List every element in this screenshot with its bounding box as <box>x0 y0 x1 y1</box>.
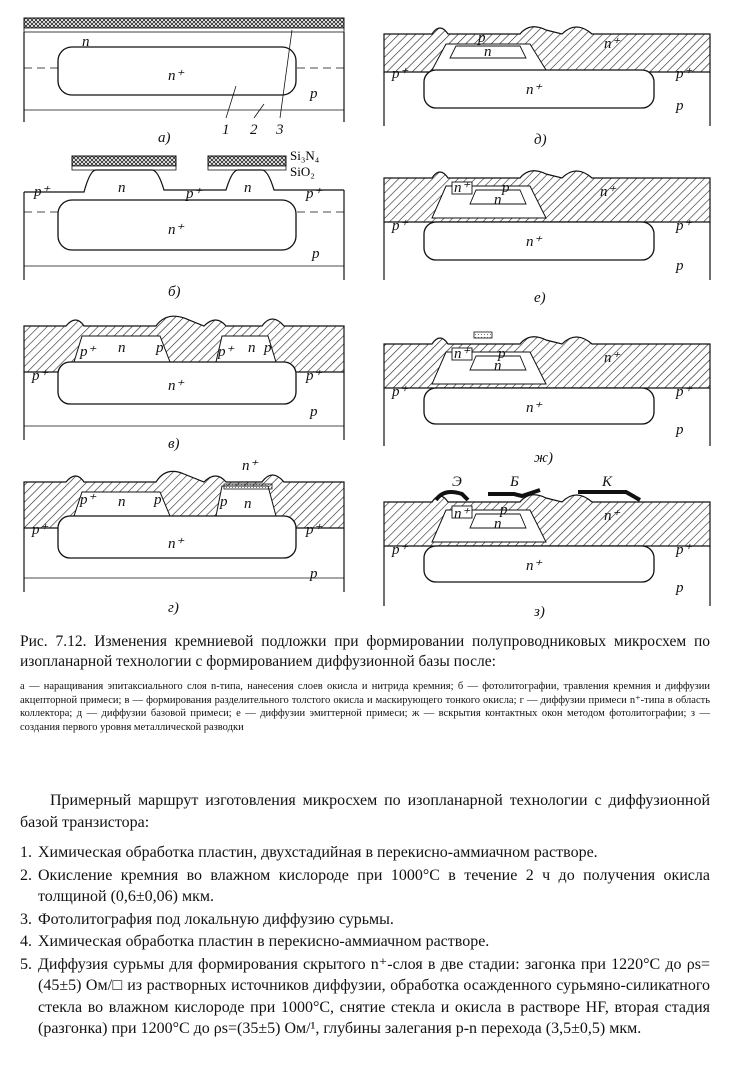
label-p: p <box>310 86 318 102</box>
label-p: p <box>154 492 162 508</box>
label-n-plus: n⁺ <box>168 68 184 84</box>
step-text: Химическая обработка пластин в перекисно-аммиачном растворе. <box>38 933 490 950</box>
label-n-plus: n⁺ <box>600 184 616 200</box>
label-n-plus: n⁺ <box>168 536 184 552</box>
label-p-plus: p⁺ <box>186 186 202 202</box>
label-n: n <box>118 180 126 196</box>
label-n-plus: n⁺ <box>526 234 542 250</box>
label-n: n <box>248 340 256 356</box>
label-p-plus: p⁺ <box>392 384 408 400</box>
label-collector: К <box>602 474 612 490</box>
label-p-plus: p⁺ <box>32 368 48 384</box>
label-n-plus: n⁺ <box>454 346 470 362</box>
panel-z-label: з) <box>534 604 545 620</box>
label-si3n4: Si₃N₄ <box>290 148 320 163</box>
label-p-plus: p⁺ <box>80 492 96 508</box>
panel-a <box>24 18 344 146</box>
label-3: 3 <box>276 122 284 138</box>
list-item <box>20 865 710 908</box>
label-p-plus: p⁺ <box>392 542 408 558</box>
label-n: n <box>82 34 90 50</box>
label-n: n <box>118 494 126 510</box>
label-p: p <box>220 494 228 510</box>
list-item <box>20 931 710 953</box>
panel-b-label: б) <box>168 284 181 300</box>
label-emitter: Э <box>452 474 462 490</box>
label-n-plus: n⁺ <box>242 458 258 474</box>
label-p: p <box>676 580 684 596</box>
label-p: p <box>478 30 486 46</box>
label-p: p <box>676 98 684 114</box>
step-text: Окисление кремния во влажном кислороде при 1000°С в течение 2 ч до получения окисла толщиной (0,6±0,06) мкм. <box>38 866 710 905</box>
label-n-plus: n⁺ <box>526 558 542 574</box>
panel-g-label: г) <box>168 600 179 616</box>
panel-e-label: е) <box>534 290 546 306</box>
label-p-plus: p⁺ <box>392 66 408 82</box>
label-n-plus: n⁺ <box>454 506 470 522</box>
label-p-plus: p⁺ <box>306 522 322 538</box>
label-p: p <box>264 340 272 356</box>
label-p-plus: p⁺ <box>32 522 48 538</box>
label-p: p <box>500 502 508 518</box>
label-base: Б <box>510 474 519 490</box>
label-p-plus: p⁺ <box>306 368 322 384</box>
label-n-plus: n⁺ <box>168 222 184 238</box>
label-p: p <box>676 258 684 274</box>
label-n-plus: n⁺ <box>526 82 542 98</box>
list-item <box>20 954 710 1040</box>
step-number: 4. <box>20 933 32 950</box>
panel-z <box>384 474 710 620</box>
panel-d <box>384 27 710 148</box>
label-n: n <box>494 516 502 532</box>
label-p: p <box>310 566 318 582</box>
figure-caption-legend: а — наращивания эпитаксиального слоя n-типа, нанесения слоев окисла и нитрида кремния; б — фотолитографии, травления кремния и диффузии акцепторной примеси; в — формирования разделительного толстого окисла и маскирующего тонкого окисла; г — диффузии примеси n⁺-типа в область коллектора; д — диффузии базовой примеси; е — диффузии эмиттерной примеси; ж — вскрытия контактных окон методом фотолитографии; з — создания первого уровня металлической разводки <box>20 681 710 733</box>
label-n: n <box>494 358 502 374</box>
panel-v-label: в) <box>168 436 180 452</box>
label-p: p <box>156 340 164 356</box>
label-p-plus: p⁺ <box>218 344 234 360</box>
label-n: n <box>244 496 252 512</box>
label-p-plus: p⁺ <box>676 542 692 558</box>
step-text: Диффузия сурьмы для формирования скрытого n⁺-слоя в две стадии: загонка при 1220°С до ρs=(45±5) Ом/□ из растворных источников диффузии, обработка осажденного сурьмяно-силикатного стекла во влажном кислороде при 1000°С, снятие стекла и окисла в растворе HF, вторая стадия (разгонка) при 1200°С до ρs=(35±5) Ом/¹, глубины залегания p-n перехода (3,5±0,5) мкм. <box>38 955 710 1037</box>
panel-g <box>24 458 344 616</box>
body-intro: Примерный маршрут изготовления микросхем по изопланарной технологии с диффузионной базой транзистора: <box>20 792 710 831</box>
label-n-plus: n⁺ <box>454 180 470 196</box>
label-n-plus: n⁺ <box>604 36 620 52</box>
label-n-plus: n⁺ <box>604 508 620 524</box>
label-p: p <box>310 404 318 420</box>
label-p-plus: p⁺ <box>392 218 408 234</box>
panel-d-label: д) <box>534 132 547 148</box>
label-p-plus: p⁺ <box>306 186 322 202</box>
panel-e <box>384 171 710 306</box>
step-text: Химическая обработка пластин, двухстадийная в перекисно-аммиачном растворе. <box>38 844 598 861</box>
panel-a-label: а) <box>158 130 171 146</box>
label-1: 1 <box>222 122 230 138</box>
label-sio2: SiO₂ <box>290 164 315 179</box>
label-p: p <box>502 180 510 196</box>
figure-caption-title: Рис. 7.12. Изменения кремниевой подложки при формировании полупроводниковых микросхем по изопланарной технологии с формированием диффузионной базы после: <box>20 633 710 670</box>
label-n: n <box>244 180 252 196</box>
panel-b <box>24 148 344 300</box>
label-p-plus: p⁺ <box>676 66 692 82</box>
list-item <box>20 909 710 931</box>
label-p-plus: p⁺ <box>676 384 692 400</box>
step-number: 2. <box>20 866 32 884</box>
label-n: n <box>494 192 502 208</box>
label-n-plus: n⁺ <box>604 350 620 366</box>
label-n-plus: n⁺ <box>526 400 542 416</box>
label-p-plus: p⁺ <box>34 184 50 200</box>
label-2: 2 <box>250 122 258 138</box>
label-n: n <box>484 44 492 60</box>
list-item <box>20 842 710 864</box>
step-list <box>20 842 710 1041</box>
panel-zh-label: ж) <box>534 450 553 466</box>
label-p: p <box>498 346 506 362</box>
panel-zh <box>384 332 710 466</box>
label-n: n <box>118 340 126 356</box>
step-number: 1. <box>20 844 32 861</box>
step-text: Фотолитография под локальную диффузию сурьмы. <box>38 910 394 928</box>
label-p: p <box>312 246 320 262</box>
label-p-plus: p⁺ <box>80 344 96 360</box>
label-n-plus: n⁺ <box>168 378 184 394</box>
panel-v <box>24 316 344 452</box>
label-p: p <box>676 422 684 438</box>
step-number: 3. <box>20 910 32 928</box>
step-number: 5. <box>20 955 32 973</box>
label-p-plus: p⁺ <box>676 218 692 234</box>
